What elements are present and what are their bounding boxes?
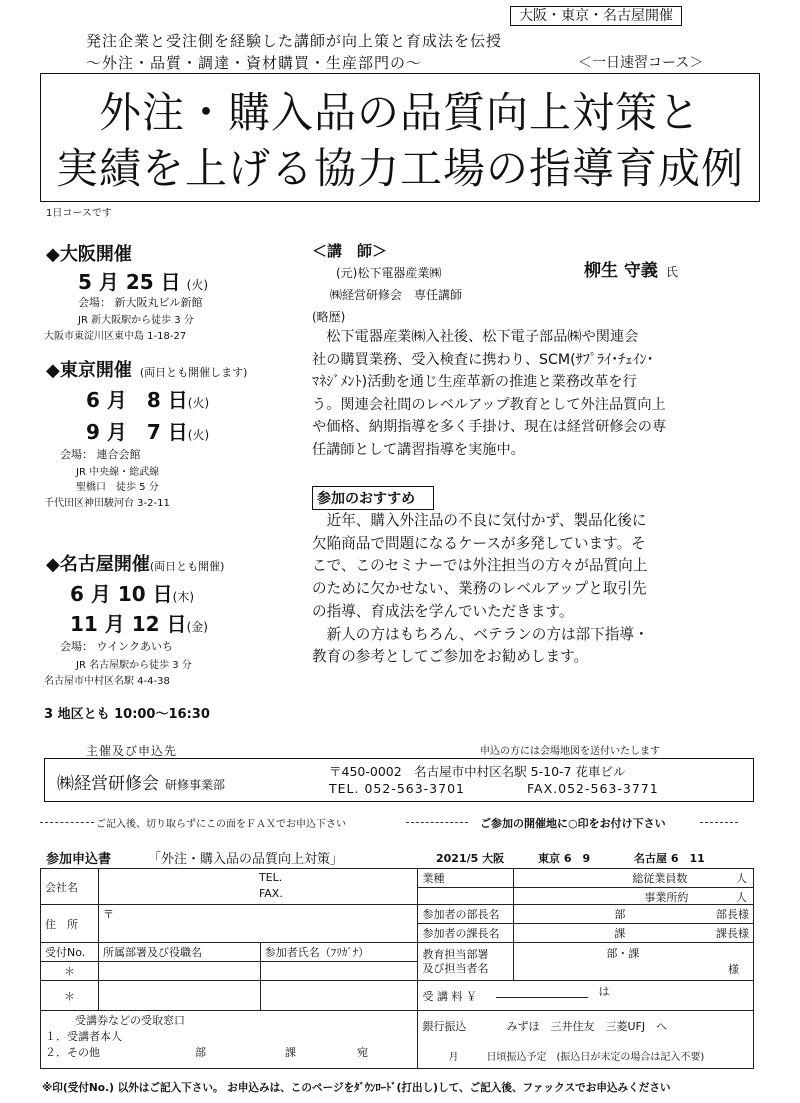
osaka-heading: ◆大阪開催 [46,244,132,265]
bu-label: 部 [614,908,626,921]
tokyo-address: 千代田区神田駿河台 3-2-11 [44,498,170,509]
office-field[interactable] [514,888,754,905]
employees-unit: 人 [736,872,747,885]
cut-line-mid [406,822,468,823]
organizer-address: 〒450-0002 名古屋市中村区名駅 5-10-7 花車ビル [329,764,626,779]
industry-field[interactable] [418,888,514,905]
dept-head-label: 参加者の部長名 [418,905,514,924]
form-nagoya-dates[interactable]: 名古屋 6 11 [634,852,705,865]
organizer-tel: TEL. 052-563-3701 [329,781,465,796]
organizer-box [44,758,754,802]
map-note: 申込の方には会場地図を送付いたします [480,746,660,757]
address-field[interactable] [98,905,418,943]
employees-field[interactable] [514,869,754,888]
edu-label: 教育担当部署 及び担当者名 [418,943,514,981]
osaka-address: 大阪市東淀川区東中島 1-18-27 [44,331,187,342]
participant-label: 参加者氏名（ﾌﾘｶﾞﾅ） [260,943,418,962]
ticket-option-2[interactable]: ２．その他 部 課 宛 [45,1046,368,1059]
application-form [40,868,754,1069]
fee-underline [496,997,588,998]
organizer-label: 主催及び申込先 [86,744,178,758]
career-label: (略歴) [312,310,346,324]
fax-label: FAX. [258,887,283,900]
lecturer-aff2: ㈱経営研修会 専任講師 [330,288,463,302]
section-head-field[interactable] [514,924,754,943]
main-title-line1: 外注・購入品の品質向上対策と [98,88,701,137]
tokyo-date1: 6 月 8 日(火) [86,388,210,412]
dept-head-field[interactable] [514,905,754,924]
organizer-fax: FAX.052-563-3771 [527,781,659,796]
bucho-label: 部長様 [716,908,749,921]
one-day-note: 1日コースです [46,208,112,219]
ticket-option-1[interactable]: １．受講者本人 [45,1030,122,1043]
nagoya-access: JR 名古屋駅から徒歩 3 分 [76,660,192,671]
tokyo-venue: 会場： 連合会館 [60,448,141,461]
industry-label: 業種 [418,869,514,888]
osaka-access: JR 新大阪駅から徒歩 3 分 [78,315,194,326]
nagoya-heading: ◆名古屋開催(両日とも開催) [46,554,225,575]
recommend-text: 近年、購入外注品の不良に気付かず、製品化後に 欠陥商品で問題になるケースが多発しています。そ こで、このセミナーでは外注担当の方々が品質向上 のために欠かせない、業務のレベルアップと取引先 の指導、育成法を学んでいただきます。 新人の方はもちろん、ベテランの方は部下指導・ 教育の参考としてご参加をお勧めします。 [312,512,649,666]
nagoya-venue: 会場： ウインクあいち [60,640,173,653]
kacho-label: 課長様 [716,927,749,940]
fee-ha: は [598,985,610,998]
form-edition: 2021/5 大阪 [436,852,505,865]
company-label: 会社名 [41,869,99,905]
osaka-venue: 会場： 新大阪丸ビル新館 [78,296,203,309]
form-tokyo-dates[interactable]: 東京 6 9 [538,852,591,865]
participant-field-1[interactable] [260,962,418,981]
nagoya-date1: 6 月 10 日(木) [70,582,195,606]
lecturer-label: ＜講 師＞ [312,242,388,260]
tokyo-date2: 9 月 7 日(火) [86,420,210,444]
ticket-window-label: 受講券などの受取窓口 [75,1014,185,1027]
fee-field[interactable] [418,981,754,1011]
postal-mark: 〒 [102,908,114,921]
receipt-star-2: ＊ [41,981,99,1011]
subtitle-line2: ～外注・品質・調達・資材購買・生産部門の～ [86,54,423,72]
venue-circle-instruction: ご参加の開催地に○印をお付け下さい [480,817,666,830]
address-label: 住 所 [41,905,99,943]
session-time: 3 地区とも 10:00～16:30 [44,707,210,722]
venues-box: 大阪・東京・名古屋開催 [510,6,682,26]
tel-label: TEL. [258,871,283,884]
edu-field[interactable] [514,943,754,981]
lecturer-aff1: (元)松下電器産業㈱ [336,266,442,280]
course-type: ＜一日速習コース＞ [578,55,704,71]
ticket-window-field[interactable] [41,1011,418,1069]
position-label: 所属部署及び役職名 [98,943,260,962]
form-course: 「外注・購入品の品質向上対策」 [148,852,344,867]
title-box [40,73,760,202]
sama-label: 様 [728,963,739,976]
position-field-2[interactable] [98,981,260,1011]
main-title-line2: 実績を上げる協力工場の指導育成例 [55,144,744,193]
transfer-row: 月 日頃振込予定 (振込日が未定の場合は記入不要) [448,1052,705,1063]
career-text: 松下電器産業㈱入社後、松下電子部品㈱や関連会 社の購買業務、受入検査に携わり、SCM(ｻﾌﾟﾗｲ･ﾁｪｲﾝ･ ﾏﾈｼﾞﾒﾝﾄ)活動を通じ生産革新の推進と業務改革を行 う。関連会社間のレベルアップ教育として外注品質向上 や価格、納期指導を多く手掛け、現在は経営研修会の専 任講師として講習指導を実施中。 [312,329,667,458]
cut-line-left [40,822,94,823]
lecturer-name: 柳生 守義 氏 [584,261,678,281]
recommend-label: 参加のおすすめ [312,486,434,510]
osaka-date: 5 月 25 日 (火) [78,270,209,294]
company-field[interactable] [98,869,418,905]
office-label: 事業所約 [644,891,689,904]
nagoya-address: 名古屋市中村区名駅 4-4-38 [44,676,170,687]
footer-note: ※印(受付No.) 以外はご記入下さい。 お申込みは、このページをﾀﾞｳﾝﾛｰﾄﾞ(打出し)して、ご記入後、ファックスでお申込みください [42,1082,671,1094]
bu-ka-label: 部・課 [606,947,640,960]
receipt-no-label: 受付No. [41,943,99,962]
bank-row: 銀行振込 みずほ 三井住友 三菱UFJ へ [422,1020,668,1033]
participant-field-2[interactable] [260,981,418,1011]
office-unit: 人 [736,891,747,904]
subtitle-line1: 発注企業と受注側を経験した講師が向上策と育成法を伝授 [86,32,503,50]
organizer-company: ㈱経営研修会 研修事業部 [57,774,226,794]
bank-field[interactable] [418,1011,754,1069]
employees-label: 総従業員数 [632,872,688,885]
tokyo-access1: JR 中央線・総武線 [76,467,160,478]
receipt-star-1: ＊ [41,962,99,981]
form-title: 参加申込書 [46,852,112,867]
section-head-label: 参加者の課長名 [418,924,514,943]
position-field-1[interactable] [98,962,260,981]
cut-line-right [700,822,738,823]
cut-instruction: ご記入後、切り取らずにこの面をＦＡＸでお申込下さい [96,819,346,830]
tokyo-access2: 聖橋口 徒歩 5 分 [76,482,159,493]
ka-label: 課 [614,927,626,940]
fee-label: 受 講 料 ￥ [422,989,477,1003]
nagoya-date2: 11 月 12 日(金) [70,612,208,636]
tokyo-heading: ◆東京開催 (両日とも開催します) [46,360,248,381]
